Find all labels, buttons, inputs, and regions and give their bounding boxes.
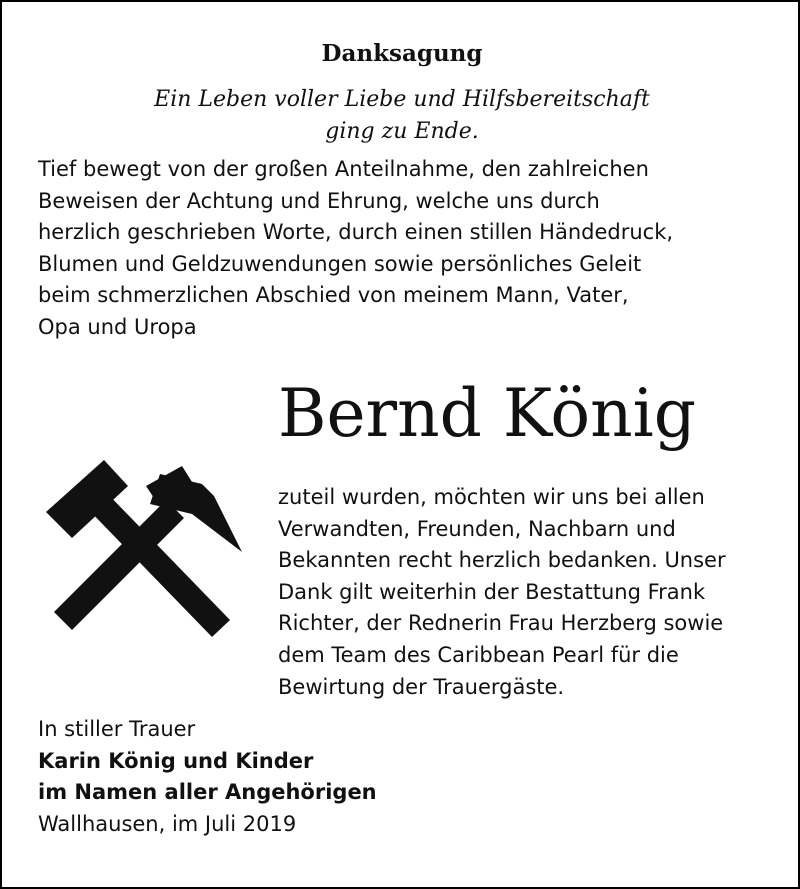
deceased-name: Bernd König [278, 375, 696, 452]
thanks-line: dem Team des Caribbean Pearl für die [278, 642, 679, 667]
signer-line: Karin König und Kinder [38, 748, 314, 773]
notice-heading: Danksagung [321, 40, 483, 67]
intro-line: Beweisen der Achtung und Ehrung, welche uns durch [38, 188, 600, 213]
crossed-hammers-icon [42, 460, 242, 645]
signer-line: im Namen aller Angehörigen [38, 780, 377, 805]
intro-paragraph [38, 154, 778, 344]
mourning-text: In stiller Trauer [38, 717, 196, 741]
intro-line: Opa und Uropa [38, 314, 197, 339]
intro-line: herzlich geschrieben Worte, durch einen stillen Händedruck, [38, 220, 674, 245]
motto-line: ging zu Ende. [325, 119, 479, 144]
place-date: Wallhausen, im Juli 2019 [38, 811, 297, 836]
thanks-line: Bewirtung der Trauergäste. [278, 674, 565, 699]
intro-line: Tief bewegt von der großen Anteilnahme, den zahlreichen [38, 157, 649, 181]
thanks-line: zuteil wurden, möchten wir uns bei allen [278, 485, 705, 509]
intro-line: Blumen und Geldzuwendungen sowie persönliches Geleit [38, 251, 642, 276]
notice-motto [2, 84, 800, 148]
motto-line: Ein Leben voller Liebe und Hilfsbereitschaft [154, 87, 650, 112]
thanks-line: Dank gilt weiterhin der Bestattung Frank [278, 579, 706, 604]
thanks-paragraph [278, 482, 783, 703]
intro-line: beim schmerzlichen Abschied von meinem Mann, Vater, [38, 283, 629, 308]
thanks-line: Richter, der Rednerin Frau Herzberg sowie [278, 611, 724, 636]
thanks-line: Bekannten recht herzlich bedanken. Unser [278, 548, 726, 573]
thanks-line: Verwandten, Freunden, Nachbarn und [278, 516, 676, 541]
closing-block [38, 714, 638, 840]
